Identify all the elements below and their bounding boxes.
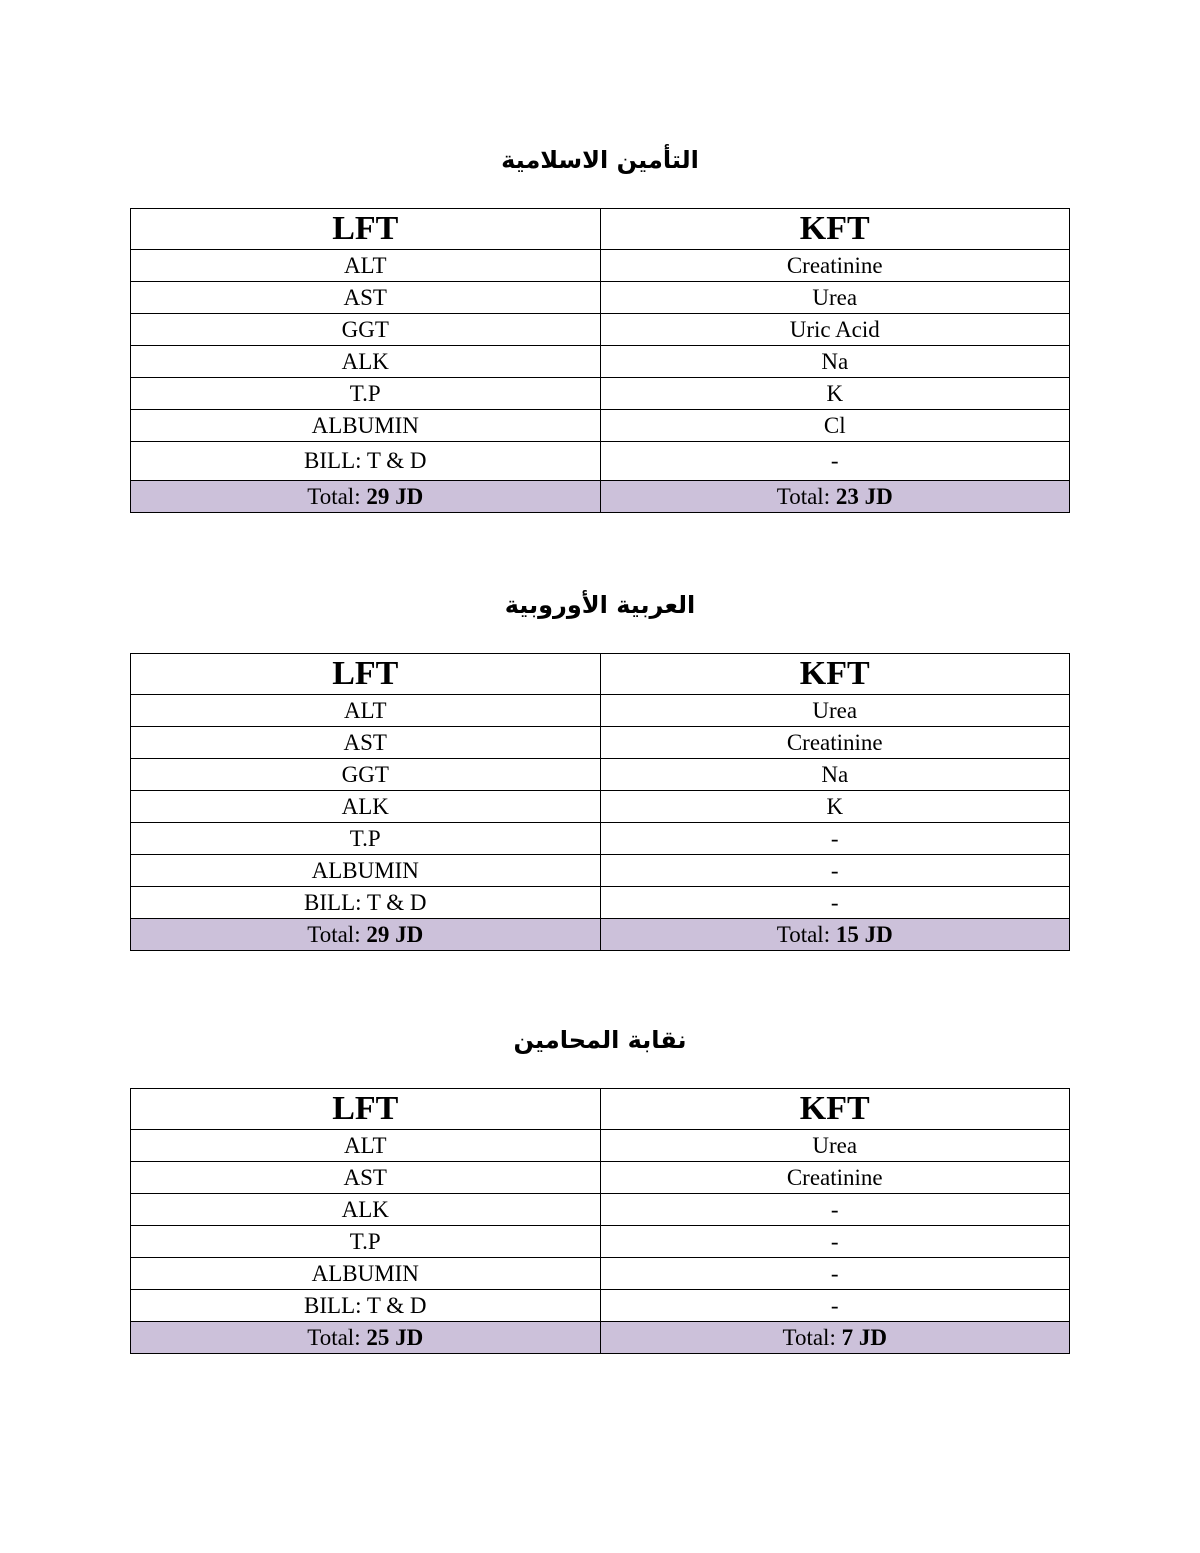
kft-cell: - [600, 887, 1070, 919]
table-row [131, 282, 1070, 314]
lft-cell: ALBUMIN [131, 855, 601, 887]
table-row [131, 410, 1070, 442]
kft-cell: Cl [600, 410, 1070, 442]
lft-cell: GGT [131, 314, 601, 346]
table-row [131, 695, 1070, 727]
kft-total-value: 15 JD [835, 921, 893, 947]
lft-header: LFT [131, 209, 601, 250]
table-row [131, 791, 1070, 823]
lft-total: Total: 25 JD [131, 1322, 601, 1354]
lft-cell: T.P [131, 378, 601, 410]
lft-cell: AST [131, 282, 601, 314]
lft-cell: ALK [131, 346, 601, 378]
kft-header: KFT [600, 209, 1070, 250]
kft-header: KFT [600, 1089, 1070, 1130]
kft-cell: - [600, 1194, 1070, 1226]
lft-cell: ALK [131, 791, 601, 823]
lft-cell: BILL: T & D [131, 887, 601, 919]
lft-cell: ALBUMIN [131, 410, 601, 442]
kft-total-value: 23 JD [835, 483, 893, 509]
lft-cell: ALBUMIN [131, 1258, 601, 1290]
section-title: التأمين الاسلامية [501, 146, 699, 174]
lft-cell: ALT [131, 250, 601, 282]
kft-cell: - [600, 855, 1070, 887]
lft-cell: ALT [131, 695, 601, 727]
kft-cell: K [600, 378, 1070, 410]
table-row [131, 823, 1070, 855]
lft-cell: BILL: T & D [131, 1290, 601, 1322]
kft-cell: Creatinine [600, 727, 1070, 759]
table-row [131, 346, 1070, 378]
kft-cell: - [600, 1226, 1070, 1258]
tests-table [130, 208, 1070, 513]
kft-cell: Na [600, 759, 1070, 791]
table-header-row [131, 209, 1070, 250]
lft-cell: T.P [131, 1226, 601, 1258]
table-row [131, 378, 1070, 410]
kft-total: Total: 15 JD [600, 919, 1070, 951]
table-row [131, 1290, 1070, 1322]
table-row [131, 887, 1070, 919]
lft-cell: GGT [131, 759, 601, 791]
table-row [131, 759, 1070, 791]
kft-total: Total: 7 JD [600, 1322, 1070, 1354]
table-row [131, 1226, 1070, 1258]
lft-total: Total: 29 JD [131, 481, 601, 513]
total-row [131, 1322, 1070, 1354]
lft-header: LFT [131, 654, 601, 695]
kft-header: KFT [600, 654, 1070, 695]
kft-cell: - [600, 1258, 1070, 1290]
kft-cell: - [600, 823, 1070, 855]
kft-cell: - [600, 442, 1070, 481]
kft-total: Total: 23 JD [600, 481, 1070, 513]
table-header-row [131, 1089, 1070, 1130]
lft-total-value: 29 JD [366, 483, 424, 509]
table-row [131, 1162, 1070, 1194]
table-row [131, 442, 1070, 481]
kft-cell: Urea [600, 1130, 1070, 1162]
section-title: العربية الأوروبية [504, 591, 696, 619]
lft-total-value: 29 JD [366, 921, 424, 947]
table-row [131, 855, 1070, 887]
lft-total-value: 25 JD [366, 1324, 424, 1350]
total-row [131, 919, 1070, 951]
table-row [131, 1130, 1070, 1162]
lft-header: LFT [131, 1089, 601, 1130]
lft-cell: AST [131, 727, 601, 759]
total-row [131, 481, 1070, 513]
kft-cell: Urea [600, 695, 1070, 727]
table-row [131, 1194, 1070, 1226]
kft-cell: Na [600, 346, 1070, 378]
section-title: نقابة المحامين [513, 1026, 687, 1054]
table-row [131, 250, 1070, 282]
lft-cell: T.P [131, 823, 601, 855]
kft-cell: Uric Acid [600, 314, 1070, 346]
tests-table [130, 1088, 1070, 1354]
kft-cell: - [600, 1290, 1070, 1322]
lft-cell: ALK [131, 1194, 601, 1226]
lft-total: Total: 29 JD [131, 919, 601, 951]
lft-cell: BILL: T & D [131, 442, 601, 481]
table-row [131, 1258, 1070, 1290]
kft-cell: Creatinine [600, 1162, 1070, 1194]
lft-cell: AST [131, 1162, 601, 1194]
kft-cell: Creatinine [600, 250, 1070, 282]
kft-cell: K [600, 791, 1070, 823]
table-header-row [131, 654, 1070, 695]
tests-table [130, 653, 1070, 951]
lft-cell: ALT [131, 1130, 601, 1162]
table-row [131, 727, 1070, 759]
kft-cell: Urea [600, 282, 1070, 314]
table-row [131, 314, 1070, 346]
kft-total-value: 7 JD [841, 1324, 887, 1350]
